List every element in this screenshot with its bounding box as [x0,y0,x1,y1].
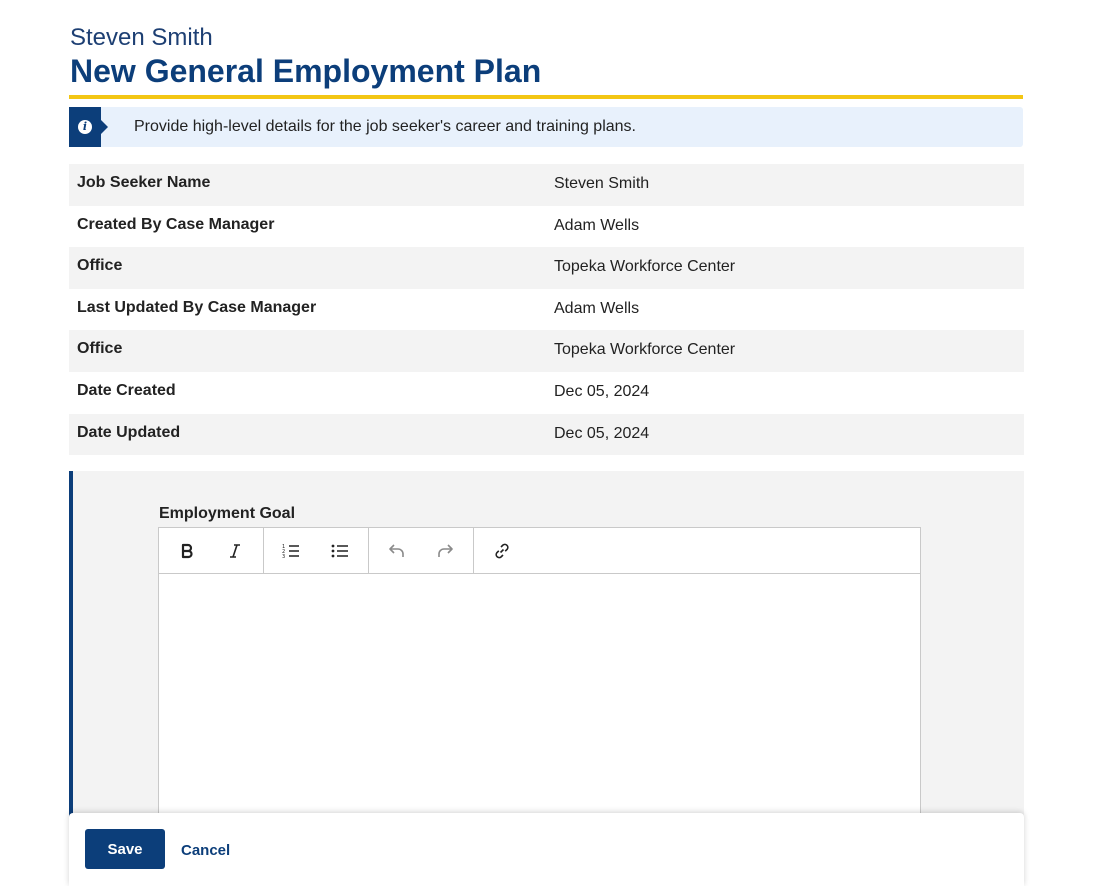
list-group [264,528,369,573]
cancel-link[interactable]: Cancel [181,842,231,859]
detail-label: Office [77,257,123,275]
alert-message: Provide high-level details for the job seeker's career and training plans. [134,118,636,135]
detail-value: Adam Wells [554,299,640,317]
format-group [159,528,264,573]
link-icon[interactable] [489,538,515,564]
detail-row [69,372,1024,414]
redo-icon[interactable] [432,538,458,564]
save-button[interactable]: Save [85,829,165,869]
svg-text:3: 3 [282,554,286,559]
detail-value: Dec 05, 2024 [554,382,650,400]
detail-row [69,330,1024,372]
bold-icon[interactable] [174,538,200,564]
svg-text:1: 1 [282,544,286,550]
detail-row [69,414,1024,456]
history-group [369,528,474,573]
employment-goal-label: Employment Goal [159,505,296,522]
italic-icon[interactable] [222,538,248,564]
employment-goal-editor [158,527,921,857]
detail-label: Date Updated [77,423,181,441]
editor-toolbar [159,528,920,574]
title-underline [69,95,1023,99]
detail-row [69,247,1024,289]
page-title: New General Employment Plan [70,53,542,89]
detail-value: Topeka Workforce Center [554,341,736,359]
detail-label: Office [77,340,123,358]
detail-value: Steven Smith [554,175,650,192]
bullet-list-icon[interactable] [327,538,353,564]
info-alert [69,107,1023,147]
alert-icon-tab [69,107,101,147]
job-seeker-heading: Steven Smith [70,24,213,51]
detail-value: Adam Wells [554,216,640,234]
detail-value: Topeka Workforce Center [554,258,736,276]
detail-row [69,289,1024,331]
ordered-list-icon[interactable] [278,538,304,564]
detail-label: Job Seeker Name [77,174,211,191]
undo-icon[interactable] [384,538,410,564]
detail-label: Date Created [77,381,176,399]
detail-row [69,164,1024,206]
plan-details-table [69,164,1024,455]
detail-label: Last Updated By Case Manager [77,298,317,316]
svg-text:2: 2 [282,549,286,555]
form-actions-bar [69,813,1024,886]
detail-value: Dec 05, 2024 [554,424,650,442]
detail-label: Created By Case Manager [77,215,275,233]
detail-row [69,206,1024,248]
info-icon: i [78,120,92,134]
